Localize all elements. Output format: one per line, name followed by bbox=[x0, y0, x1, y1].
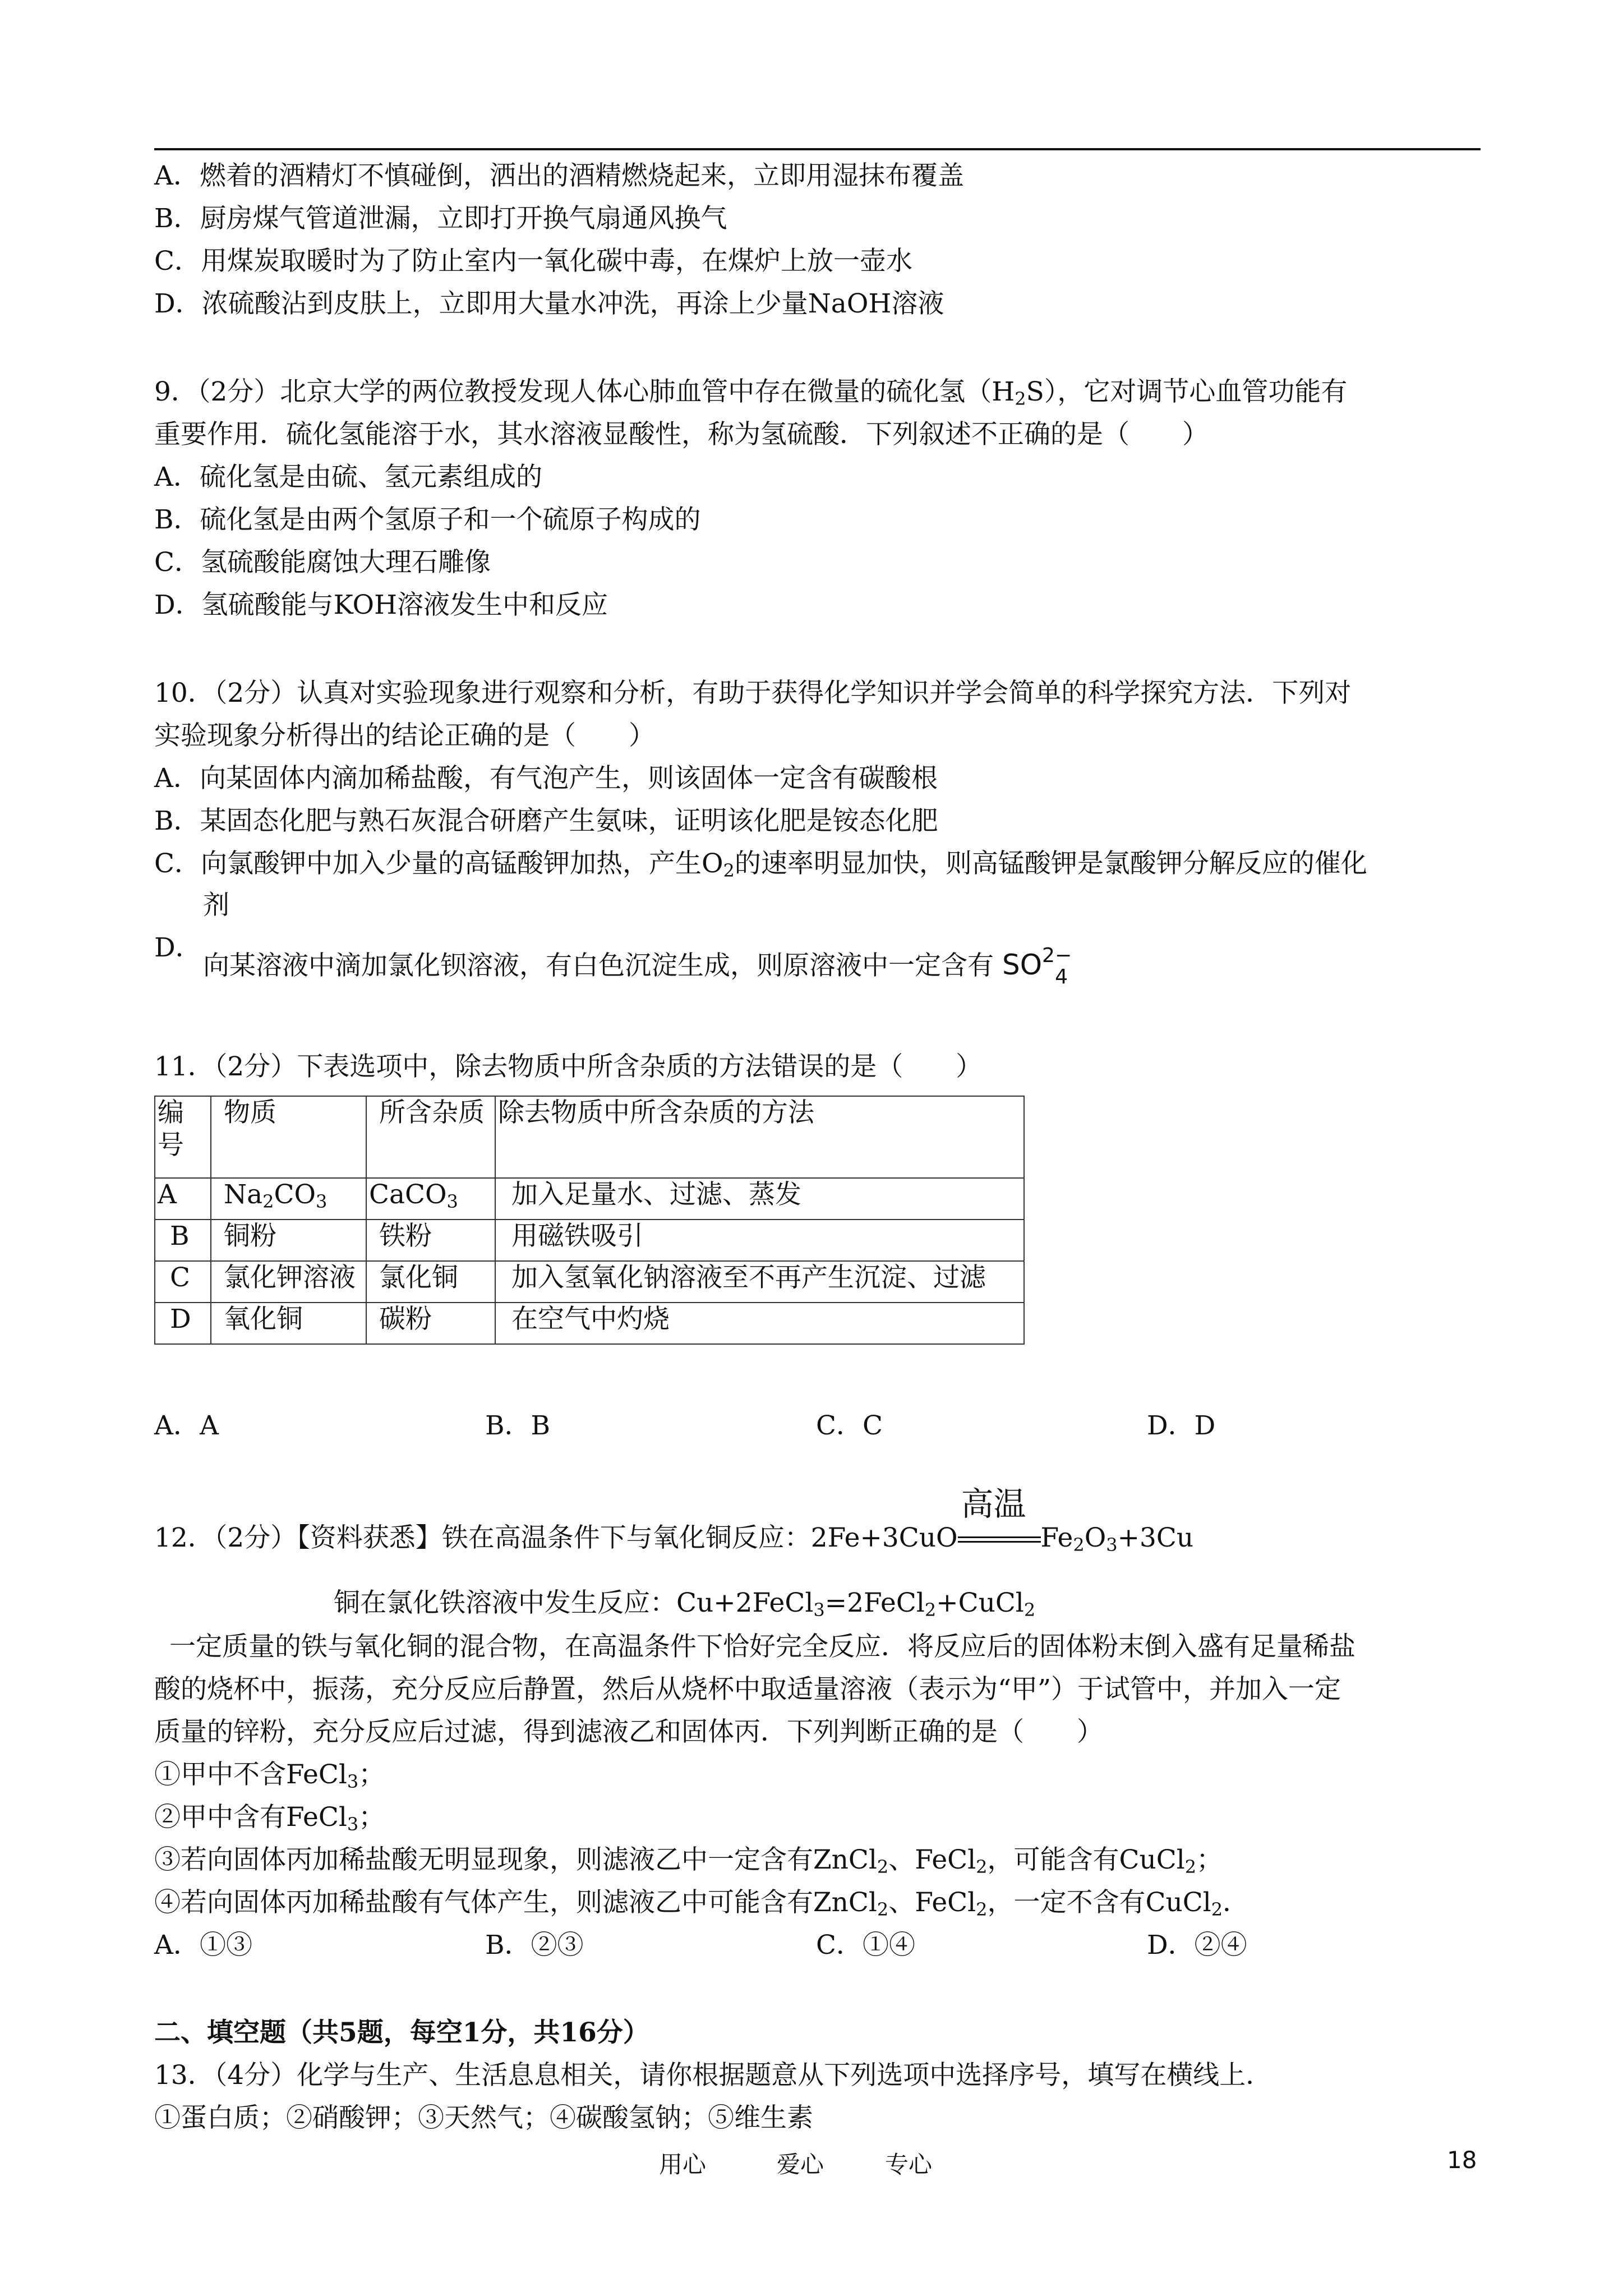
q8-option-b: B．厨房煤气管道泄漏，立即打开换气扇通风换气 bbox=[154, 203, 727, 234]
row-impurity: 碳粉 bbox=[366, 1303, 495, 1344]
row-impurity: 铁粉 bbox=[366, 1220, 495, 1261]
header-number: 编 号 bbox=[155, 1096, 211, 1178]
q8-option-d: D．浓硫酸沾到皮肤上，立即用大量水冲洗，再涂上少量NaOH溶液 bbox=[154, 288, 944, 319]
q10-option-c-line2: 剂 bbox=[203, 890, 229, 921]
q8-option-a: A．燃着的酒精灯不慎碰倒，洒出的酒精燃烧起来，立即用湿抹布覆盖 bbox=[154, 160, 964, 191]
row-substance: 氯化钾溶液 bbox=[211, 1261, 366, 1303]
q10-option-d-label: D． bbox=[154, 932, 202, 963]
q12-reaction-line: 12．（2分）【资料获悉】铁在高温条件下与氧化铜反应：2Fe+3CuO 高温 $Fe_2O_3+3Cu$ bbox=[154, 1485, 1194, 1556]
q11-option-c: C．C bbox=[816, 1410, 883, 1441]
q12-statement-2: ②甲中含有FeCl$_3$； bbox=[154, 1802, 385, 1835]
q11-option-a: A．A bbox=[154, 1410, 219, 1441]
q9-option-b: B．硫化氢是由两个氢原子和一个硫原子构成的 bbox=[154, 504, 701, 535]
footer-motto-3: 专心 bbox=[885, 2151, 933, 2178]
q13-choices: ①蛋白质；②硝酸钾；③天然气；④碳酸氢钠；⑤维生素 bbox=[154, 2102, 813, 2133]
q12-reaction-line2: 铜在氯化铁溶液中发生反应：Cu+2FeCl$_3$=2FeCl$_2$+CuCl$_2$ bbox=[334, 1588, 1036, 1621]
q10-option-c-line1: C．向氯酸钾中加入少量的高锰酸钾加热，产生$O_2$的速率明显加快，则高锰酸钾是氯酸钾分解反应的催化 bbox=[154, 848, 1367, 881]
header-impurity: 所含杂质 bbox=[366, 1096, 495, 1178]
row-method: 用磁铁吸引 bbox=[495, 1220, 1024, 1261]
q12-statement-1: ①甲中不含FeCl$_3$； bbox=[154, 1759, 385, 1792]
q12-stem-line2: 酸的烧杯中，振荡，充分反应后静置，然后从烧杯中取适量溶液（表示为“甲”）于试管中，并加入一定 bbox=[154, 1674, 1341, 1705]
header-substance: 物质 bbox=[211, 1096, 366, 1178]
row-impurity: CaCO$_3$ bbox=[366, 1178, 495, 1220]
q10-stem-line2: 实验现象分析得出的结论正确的是（ ） bbox=[154, 720, 655, 751]
q12-statement-3: ③若向固体丙加稀盐酸无明显现象，则滤液乙中一定含有ZnCl$_2$、FeCl$_2$，可能含有CuCl$_2$； bbox=[154, 1844, 1223, 1878]
q10-option-d: 向某溶液中滴加氯化钡溶液，有白色沉淀生成，则原溶液中一定含有 $SO^{2-}_4$ bbox=[203, 944, 1072, 988]
high-temp-equals: 高温 bbox=[958, 1534, 1041, 1545]
footer-motto-2: 爱心 bbox=[777, 2151, 824, 2178]
q9-option-c: C．氢硫酸能腐蚀大理石雕像 bbox=[154, 547, 491, 578]
table-header-row bbox=[155, 1096, 1024, 1178]
row-impurity: 氯化铜 bbox=[366, 1261, 495, 1303]
footer-motto-1: 用心 bbox=[659, 2151, 707, 2178]
q12-option-a: A．①③ bbox=[154, 1930, 252, 1961]
q12-stem-line3: 质量的锌粉，充分反应后过滤，得到滤液乙和固体丙．下列判断正确的是（ ） bbox=[154, 1717, 1103, 1747]
row-substance: 铜粉 bbox=[211, 1220, 366, 1261]
row-substance: $Na_2CO_3$ bbox=[211, 1178, 366, 1220]
q9-option-d: D．氢硫酸能与KOH溶液发生中和反应 bbox=[154, 590, 608, 620]
q11-option-d: D．D bbox=[1147, 1410, 1216, 1441]
impurity-table bbox=[154, 1096, 1025, 1345]
table-row bbox=[155, 1261, 1024, 1303]
q9-option-a: A．硫化氢是由硫、氢元素组成的 bbox=[154, 462, 542, 493]
q12-option-b: B．②③ bbox=[485, 1930, 584, 1961]
q11-stem: 11．（2分）下表选项中，除去物质中所含杂质的方法错误的是（ ） bbox=[154, 1051, 983, 1082]
q12-option-c: C．①④ bbox=[816, 1930, 915, 1961]
q12-stem-line1: 一定质量的铁与氧化铜的混合物，在高温条件下恰好完全反应．将反应后的固体粉末倒入盛有足量稀盐 bbox=[169, 1631, 1355, 1662]
q10-stem-line1: 10．（2分）认真对实验现象进行观察和分析，有助于获得化学知识并学会简单的科学探究方法．下列对 bbox=[154, 678, 1352, 708]
row-method: 在空气中灼烧 bbox=[495, 1303, 1024, 1344]
q8-option-c: C．用煤炭取暖时为了防止室内一氧化碳中毒，在煤炉上放一壶水 bbox=[154, 246, 912, 277]
q13-stem: 13．（4分）化学与生产、生活息息相关，请你根据题意从下列选项中选择序号，填写在横线上． bbox=[154, 2060, 1272, 2091]
q10-option-a: A．向某固体内滴加稀盐酸，有气泡产生，则该固体一定含有碳酸根 bbox=[154, 763, 938, 794]
header-rule bbox=[154, 148, 1481, 150]
row-id: C bbox=[155, 1261, 211, 1303]
sulfate-ion: $SO^{2-}_4$ bbox=[1002, 944, 1072, 988]
row-method: 加入氢氧化钠溶液至不再产生沉淀、过滤 bbox=[495, 1261, 1024, 1303]
q10-option-b: B．某固态化肥与熟石灰混合研磨产生氨味，证明该化肥是铵态化肥 bbox=[154, 806, 938, 836]
page-number: 18 bbox=[1447, 2146, 1477, 2174]
table-row bbox=[155, 1303, 1024, 1344]
table-row bbox=[155, 1178, 1024, 1220]
q12-option-d: D．②④ bbox=[1147, 1930, 1247, 1961]
header-method: 除去物质中所含杂质的方法 bbox=[495, 1096, 1024, 1178]
row-substance: 氧化铜 bbox=[211, 1303, 366, 1344]
row-id: D bbox=[155, 1303, 211, 1344]
section-heading: 二、填空题（共5题，每空1分，共16分） bbox=[154, 2017, 649, 2048]
row-method: 加入足量水、过滤、蒸发 bbox=[495, 1178, 1024, 1220]
row-id: A bbox=[155, 1178, 211, 1220]
q12-statement-4: ④若向固体丙加稀盐酸有气体产生，则滤液乙中可能含有ZnCl$_2$、FeCl$_2$，一定不含有CuCl$_2$． bbox=[154, 1887, 1249, 1920]
q9-stem-line1: 9．（2分）北京大学的两位教授发现人体心肺血管中存在微量的硫化氢$(H_2S)$，它对调节心血管功能有 bbox=[154, 376, 1348, 409]
table-row bbox=[155, 1220, 1024, 1261]
row-id: B bbox=[155, 1220, 211, 1261]
q11-option-b: B．B bbox=[485, 1410, 551, 1441]
q9-stem-line2: 重要作用．硫化氢能溶于水，其水溶液显酸性，称为氢硫酸．下列叙述不正确的是（ ） bbox=[154, 419, 1209, 450]
